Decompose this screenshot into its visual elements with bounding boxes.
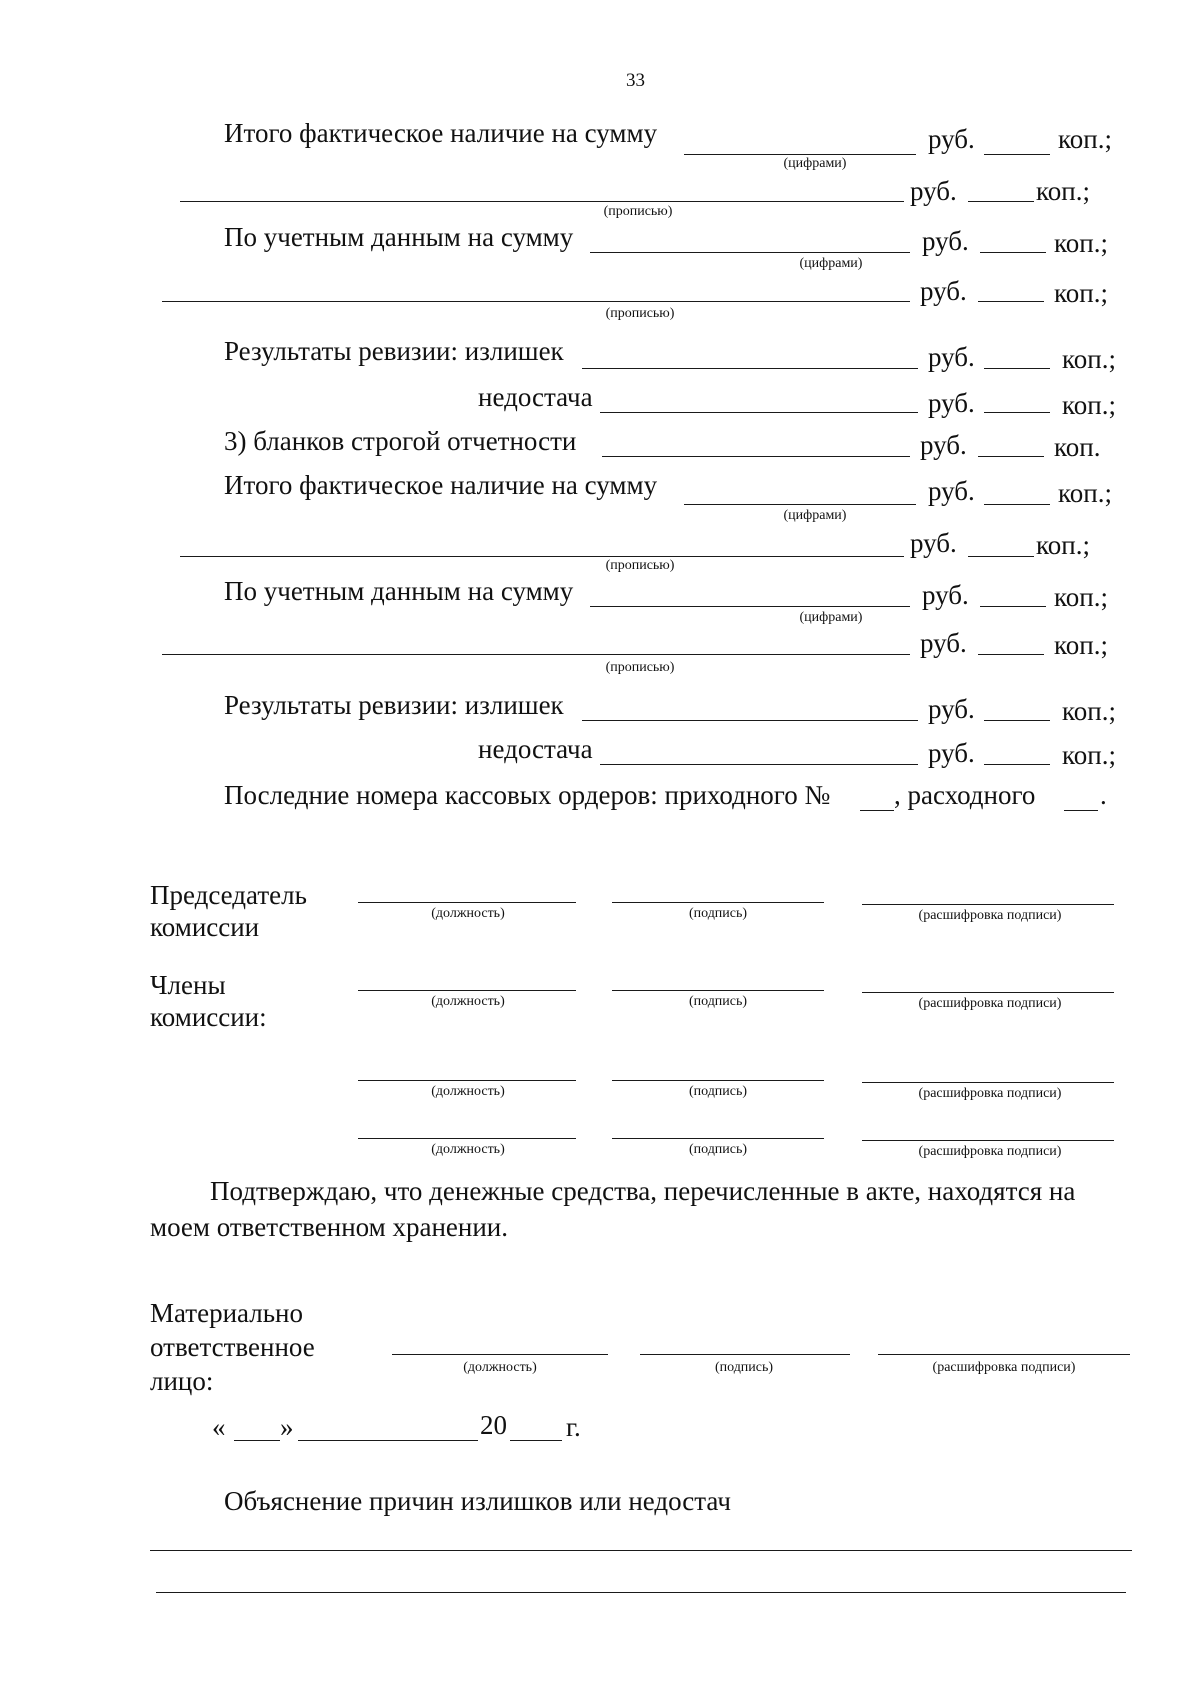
member-decode-field[interactable] <box>862 1082 1114 1083</box>
date-year-prefix: 20 <box>480 1410 507 1440</box>
signature-decode-caption: (расшифровка подписи) <box>918 1144 1062 1159</box>
signature-decode-caption: (расшифровка подписи) <box>918 908 1062 923</box>
surplus-label: Результаты ревизии: излишек <box>224 336 564 366</box>
explanation-field-line-2[interactable] <box>156 1592 1126 1593</box>
chairman-decode-field[interactable] <box>862 904 1114 905</box>
responsible-position-field[interactable] <box>392 1354 608 1355</box>
by-records-label: По учетным данным на сумму <box>224 576 574 606</box>
kop-label: коп.; <box>1036 530 1090 560</box>
kop-label: коп.; <box>1058 478 1112 508</box>
signature-caption: (подпись) <box>688 994 748 1009</box>
last-orders-label: Последние номера кассовых ордеров: приходного № <box>224 780 831 810</box>
kop-field[interactable] <box>980 606 1046 607</box>
date-day-field[interactable] <box>234 1440 280 1441</box>
surplus-field[interactable] <box>582 720 918 721</box>
outgoing-order-number-field[interactable] <box>1064 810 1098 811</box>
responsible-label-1: Материально <box>150 1298 303 1328</box>
rub-label: руб. <box>922 226 969 256</box>
kop-field[interactable] <box>978 456 1044 457</box>
date-month-field[interactable] <box>298 1440 478 1441</box>
digits-caption: (цифрами) <box>799 256 863 271</box>
digits-caption: (цифрами) <box>799 610 863 625</box>
incoming-order-number-field[interactable] <box>860 810 894 811</box>
explanation-title: Объяснение причин излишков или недостач <box>224 1486 731 1516</box>
kop-label: коп.; <box>1054 228 1108 258</box>
kop-label: коп.; <box>1062 390 1116 420</box>
rub-label: руб. <box>928 388 975 418</box>
position-caption: (должность) <box>431 1084 505 1099</box>
chairman-label: Председатель <box>150 880 307 910</box>
rub-label: руб. <box>928 124 975 154</box>
kop-label: коп.; <box>1062 740 1116 770</box>
kop-field[interactable] <box>978 654 1044 655</box>
kop-field[interactable] <box>984 504 1050 505</box>
rub-label: руб. <box>920 276 967 306</box>
kop-label: коп.; <box>1036 176 1090 206</box>
total-actual-words-field[interactable] <box>180 556 904 557</box>
total-actual-label: Итого фактическое наличие на сумму <box>224 470 658 500</box>
rub-label: руб. <box>910 528 957 558</box>
signature-caption: (подпись) <box>688 906 748 921</box>
signature-decode-caption: (расшифровка подписи) <box>918 1086 1062 1101</box>
members-label-2: комиссии: <box>150 1002 267 1032</box>
member-position-field[interactable] <box>358 1138 576 1139</box>
signature-caption: (подпись) <box>714 1360 774 1375</box>
responsible-label-3: лицо: <box>150 1366 214 1396</box>
kop-field[interactable] <box>980 252 1046 253</box>
strict-forms-heading: 3) бланков строгой отчетности <box>224 426 577 456</box>
shortage-field[interactable] <box>600 764 918 765</box>
words-caption: (прописью) <box>603 204 673 219</box>
kop-field[interactable] <box>984 764 1050 765</box>
by-records-label: По учетным данным на сумму <box>224 222 574 252</box>
kop-label: коп.; <box>1062 344 1116 374</box>
last-orders-middle: , расходного <box>894 780 1036 810</box>
total-actual-label: Итого фактическое наличие на сумму <box>224 118 658 148</box>
responsible-decode-field[interactable] <box>878 1354 1130 1355</box>
rub-label: руб. <box>920 628 967 658</box>
rub-label: руб. <box>910 176 957 206</box>
total-actual-digits-field[interactable] <box>684 154 916 155</box>
rub-label: руб. <box>928 738 975 768</box>
member-decode-field[interactable] <box>862 1140 1114 1141</box>
surplus-field[interactable] <box>582 368 918 369</box>
by-records-digits-field[interactable] <box>590 252 910 253</box>
kop-field[interactable] <box>968 556 1034 557</box>
kop-field[interactable] <box>978 301 1044 302</box>
kop-label: коп.; <box>1058 124 1112 154</box>
position-caption: (должность) <box>431 1142 505 1157</box>
explanation-field-line-1[interactable] <box>150 1550 1132 1551</box>
digits-caption: (цифрами) <box>783 156 847 171</box>
position-caption: (должность) <box>463 1360 537 1375</box>
shortage-label: недостача <box>478 734 593 764</box>
date-year-suffix: г. <box>566 1412 581 1442</box>
digits-caption: (цифрами) <box>783 508 847 523</box>
date-year-field[interactable] <box>510 1440 562 1441</box>
responsible-signature-field[interactable] <box>640 1354 850 1355</box>
kop-label: коп.; <box>1054 582 1108 612</box>
member-position-field[interactable] <box>358 1080 576 1081</box>
rub-label: руб. <box>920 430 967 460</box>
last-orders-end: . <box>1100 780 1107 810</box>
signature-decode-caption: (расшифровка подписи) <box>918 996 1062 1011</box>
signature-caption: (подпись) <box>688 1084 748 1099</box>
member-position-field[interactable] <box>358 990 576 991</box>
kop-field[interactable] <box>968 201 1034 202</box>
kop-label: коп.; <box>1054 630 1108 660</box>
kop-field[interactable] <box>984 368 1050 369</box>
member-signature-field[interactable] <box>612 1080 824 1081</box>
by-records-words-field[interactable] <box>162 654 910 655</box>
surplus-label: Результаты ревизии: излишек <box>224 690 564 720</box>
kop-label: коп.; <box>1054 278 1108 308</box>
words-caption: (прописью) <box>605 558 675 573</box>
rub-label: руб. <box>922 580 969 610</box>
kop-label: коп. <box>1054 432 1101 462</box>
date-close-quote: » <box>280 1412 294 1442</box>
words-caption: (прописью) <box>605 660 675 675</box>
confirmation-line-1: Подтверждаю, что денежные средства, перечисленные в акте, находятся на <box>210 1176 1076 1206</box>
confirmation-line-2: моем ответственном хранении. <box>150 1212 508 1242</box>
members-label: Члены <box>150 970 226 1000</box>
responsible-label-2: ответственное <box>150 1332 315 1362</box>
by-records-words-field[interactable] <box>162 301 910 302</box>
kop-field[interactable] <box>984 412 1050 413</box>
member-signature-field[interactable] <box>612 990 824 991</box>
page-number: 33 <box>626 70 645 91</box>
chairman-label-2: комиссии <box>150 912 260 942</box>
rub-label: руб. <box>928 694 975 724</box>
total-actual-words-field[interactable] <box>180 201 904 202</box>
kop-field[interactable] <box>984 154 1050 155</box>
rub-label: руб. <box>928 342 975 372</box>
shortage-label: недостача <box>478 382 593 412</box>
date-open-quote: « <box>212 1412 226 1442</box>
by-records-digits-field[interactable] <box>590 606 910 607</box>
member-decode-field[interactable] <box>862 992 1114 993</box>
kop-field[interactable] <box>984 720 1050 721</box>
signature-decode-caption: (расшифровка подписи) <box>932 1360 1076 1375</box>
chairman-signature-field[interactable] <box>612 902 824 903</box>
rub-label: руб. <box>928 476 975 506</box>
strict-forms-field[interactable] <box>602 456 910 457</box>
chairman-position-field[interactable] <box>358 902 576 903</box>
position-caption: (должность) <box>431 994 505 1009</box>
words-caption: (прописью) <box>605 306 675 321</box>
total-actual-digits-field[interactable] <box>684 504 916 505</box>
position-caption: (должность) <box>431 906 505 921</box>
shortage-field[interactable] <box>600 412 918 413</box>
member-signature-field[interactable] <box>612 1138 824 1139</box>
signature-caption: (подпись) <box>688 1142 748 1157</box>
kop-label: коп.; <box>1062 696 1116 726</box>
